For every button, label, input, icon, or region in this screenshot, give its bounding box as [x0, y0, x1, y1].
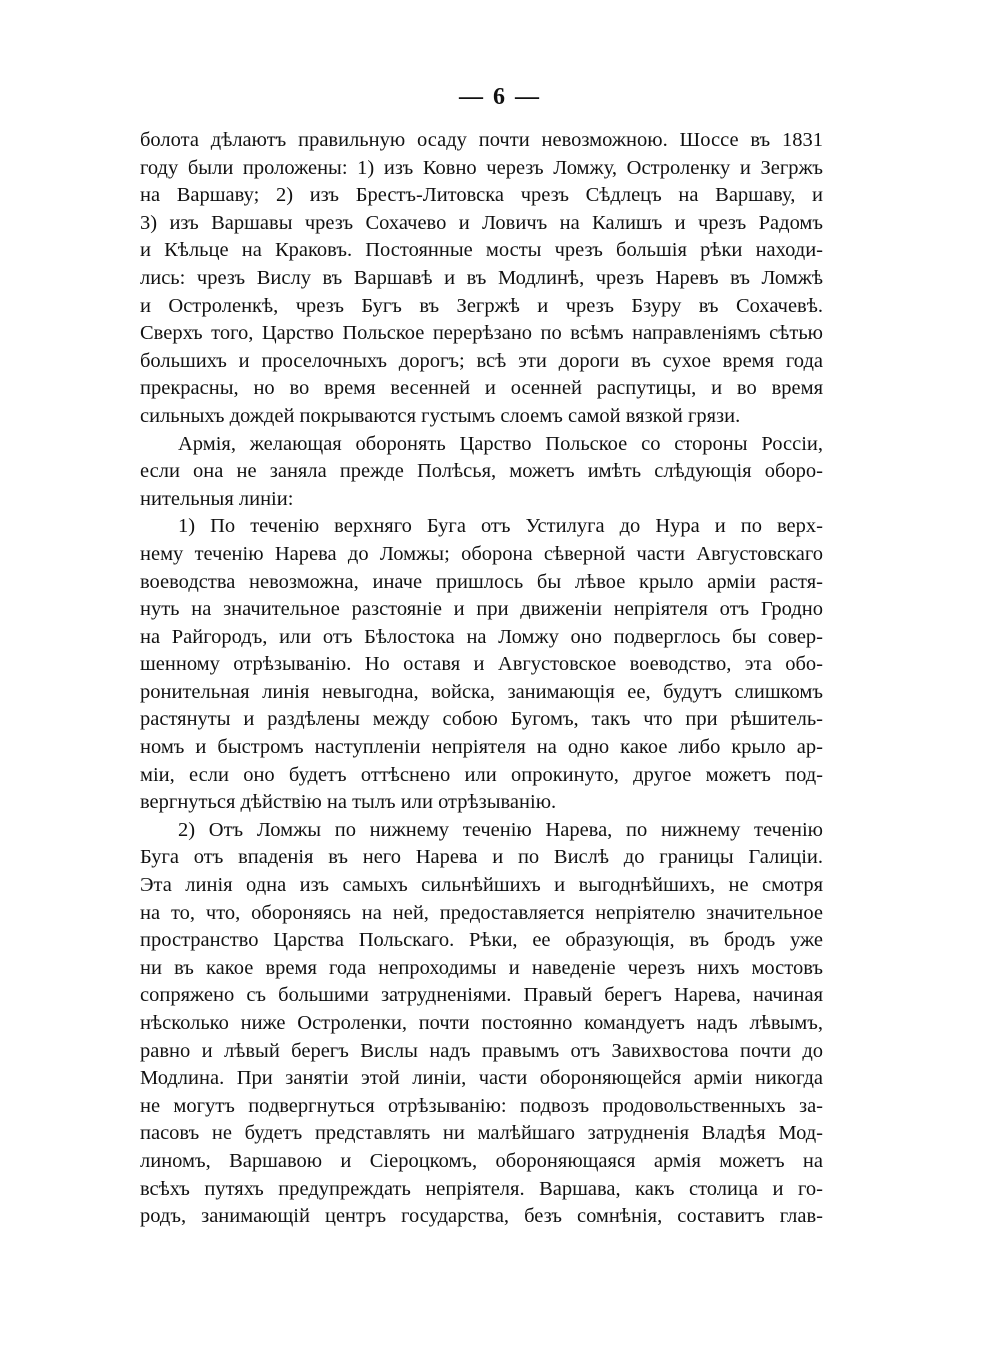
text-line: если она не заняла прежде Полѣсья, можетъ имѣть слѣдующія оборо- [140, 460, 823, 483]
text-line: ни въ какое время года непроходимы и наведеніе черезъ нихъ мостовъ [140, 956, 823, 979]
text-line: на Райгородъ, или отъ Бѣлостока на Ломжу оно подверглось бы совер- [140, 625, 823, 648]
text-line: линомъ, Варшавою и Сіероцкомъ, обороняющаяся армія можетъ на [140, 1149, 823, 1172]
text-line: воеводства невозможна, иначе пришлось бы лѣвое крыло арміи растя- [140, 570, 823, 593]
page-number: — 6 — [459, 84, 541, 110]
text-line: году были проложены: 1) изъ Ковно черезъ Ломжу, Остроленку и Зегржъ [140, 156, 823, 179]
text-line: нуть на значительное разстояніе и при движеніи непріятеля отъ Гродно [140, 598, 823, 621]
text-line: Армія, желающая оборонять Царство Польское со стороны Россіи, [178, 432, 823, 455]
text-line: не могутъ подвергнуться отрѣзыванію: подвозъ продовольственныхъ за- [140, 1094, 823, 1117]
text-line: нительныя линіи: [140, 487, 294, 510]
text-line: нему теченію Нарева до Ломжы; оборона сѣверной части Августовскаго [140, 542, 823, 565]
text-line: пасовъ не будетъ представлять ни малѣйшаго затрудненія Владѣя Мод- [140, 1122, 823, 1145]
text-line: міи, если оно будетъ оттѣснено или опрокинуто, другое можетъ под- [140, 763, 823, 786]
text-line: равно и лѣвый берегъ Вислы надъ правымъ отъ Завихвостова почти до [140, 1039, 823, 1062]
text-line: 2) Отъ Ломжы по нижнему теченію Нарева, по нижнему теченію [178, 818, 823, 841]
text-line: большихъ и проселочныхъ дорогъ; всѣ эти дороги въ сухое время года [140, 349, 823, 372]
text-line: вергнуться дѣйствію на тылъ или отрѣзыванію. [140, 791, 557, 814]
text-line: ронительная линія невыгодна, войска, занимающія ее, будутъ слишкомъ [140, 680, 823, 703]
text-line: сильныхъ дождей покрываются густымъ слоемъ самой вязкой грязи. [140, 404, 741, 427]
text-line: Сверхъ того, Царство Польское перерѣзано по всѣмъ направленіямъ сѣтью [140, 322, 823, 345]
text-line: сопряжено съ большими затрудненіями. Правый берегъ Нарева, начиная [140, 984, 823, 1007]
text-line: шенному отрѣзыванію. Но оставя и Августовское воеводство, эта обо- [140, 653, 823, 676]
text-line: 3) изъ Варшавы чрезъ Сохачево и Ловичъ на Калишъ и чрезъ Радомъ [140, 211, 823, 234]
text-line: Буга отъ впаденія въ него Нарева и по Вислѣ до границы Галиціи. [140, 846, 823, 869]
text-line: прекрасны, но во время весенней и осенней распутицы, и во время [140, 377, 823, 400]
text-line: Эта линія одна изъ самыхъ сильнѣйшихъ и выгоднѣйшихъ, не смотря [140, 874, 823, 897]
text-line: и Остроленкѣ, чрезъ Бугъ въ Зегржѣ и чрезъ Бзуру въ Сохачевѣ. [140, 294, 823, 317]
text-line: нѣсколько ниже Остроленки, почти постоянно командуетъ надъ лѣвымъ, [140, 1012, 823, 1034]
text-line: номъ и быстромъ наступленіи непріятеля на одно какое либо крыло ар- [140, 736, 823, 759]
text-line: родъ, занимающій центръ государства, безъ сомнѣнія, составитъ глав- [140, 1205, 823, 1228]
text-line: болота дѣлаютъ правильную осаду почти невозможною. Шоссе въ 1831 [140, 129, 823, 151]
text-line: пространство Царства Польскаго. Рѣки, ее образующія, въ бродъ уже [140, 929, 823, 952]
text-line: и Кѣльце на Краковъ. Постоянные мосты чрезъ большія рѣки находи- [140, 239, 823, 262]
text-line: растянуты и раздѣлены между собою Бугомъ, такъ что при рѣшитель- [140, 708, 823, 731]
text-line: на то, что, обороняясь на ней, предоставляется непріятелю значительное [140, 901, 823, 924]
text-line: на Варшаву; 2) изъ Брестъ-Литовска чрезъ Сѣдлецъ на Варшаву, и [140, 184, 823, 207]
text-line: 1) По теченію верхняго Буга отъ Устилуга до Нура и по верх- [178, 515, 823, 538]
text-line: лись: чрезъ Вислу въ Варшавѣ и въ Модлинѣ, чрезъ Наревъ въ Ломжѣ [140, 266, 823, 289]
text-line: Модлина. При занятіи этой линіи, части обороняющейся арміи никогда [140, 1067, 823, 1090]
text-line: всѣхъ путяхъ предупреждать непріятеля. Варшава, какъ столица и го- [140, 1177, 823, 1200]
body-text [140, 127, 823, 1231]
